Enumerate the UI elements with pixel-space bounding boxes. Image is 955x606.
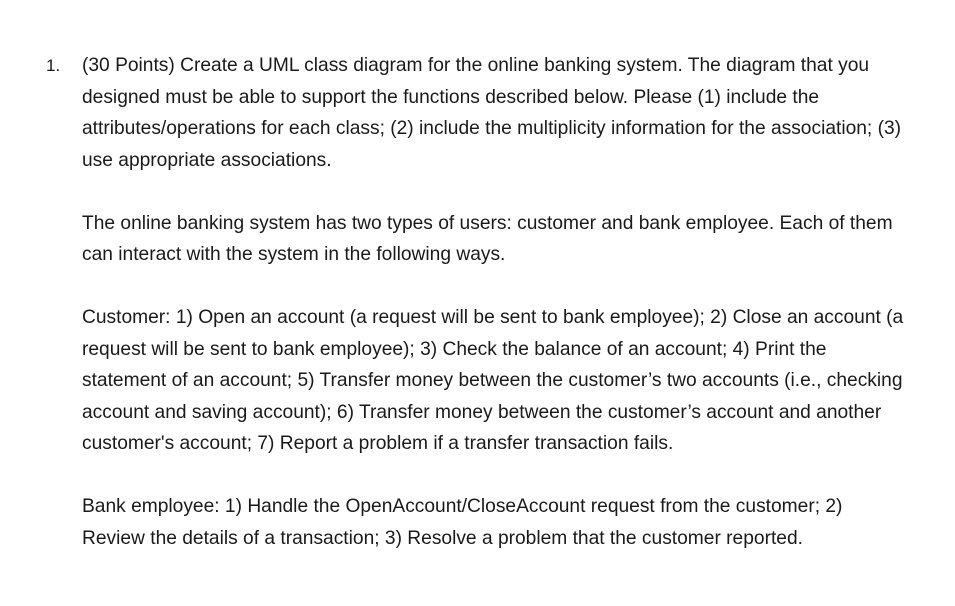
system-description: The online banking system has two types of users: customer and bank employee. Each of them can interact with the system in the following ways. <box>82 212 893 265</box>
question-body <box>82 50 906 554</box>
question-item <box>46 50 906 554</box>
customer-functions: Customer: 1) Open an account (a request will be sent to bank employee); 2) Close an account (a request will be sent to bank employee); 3) Check the balance of an account; 4) Print the statement of an account; 5) Transfer money between the customer’s two accounts (i.e., checking account and saving account); 6) Transfer money between the customer’s account and another customer's account; 7) Report a problem if a transfer transaction fails. <box>82 307 904 454</box>
question-prompt: (30 Points) Create a UML class diagram for the online banking system. The diagram that you designed must be able to support the functions described below. Please (1) include the attributes/operations for each class; (2) include the multiplicity information for the association; (3) use appropriate associations. <box>82 55 902 171</box>
bank-employee-functions: Bank employee: 1) Handle the OpenAccount/CloseAccount request from the customer; 2) Review the details of a transaction; 3) Resolve a problem that the customer reported. <box>82 496 843 549</box>
question-number: 1. <box>46 56 61 75</box>
